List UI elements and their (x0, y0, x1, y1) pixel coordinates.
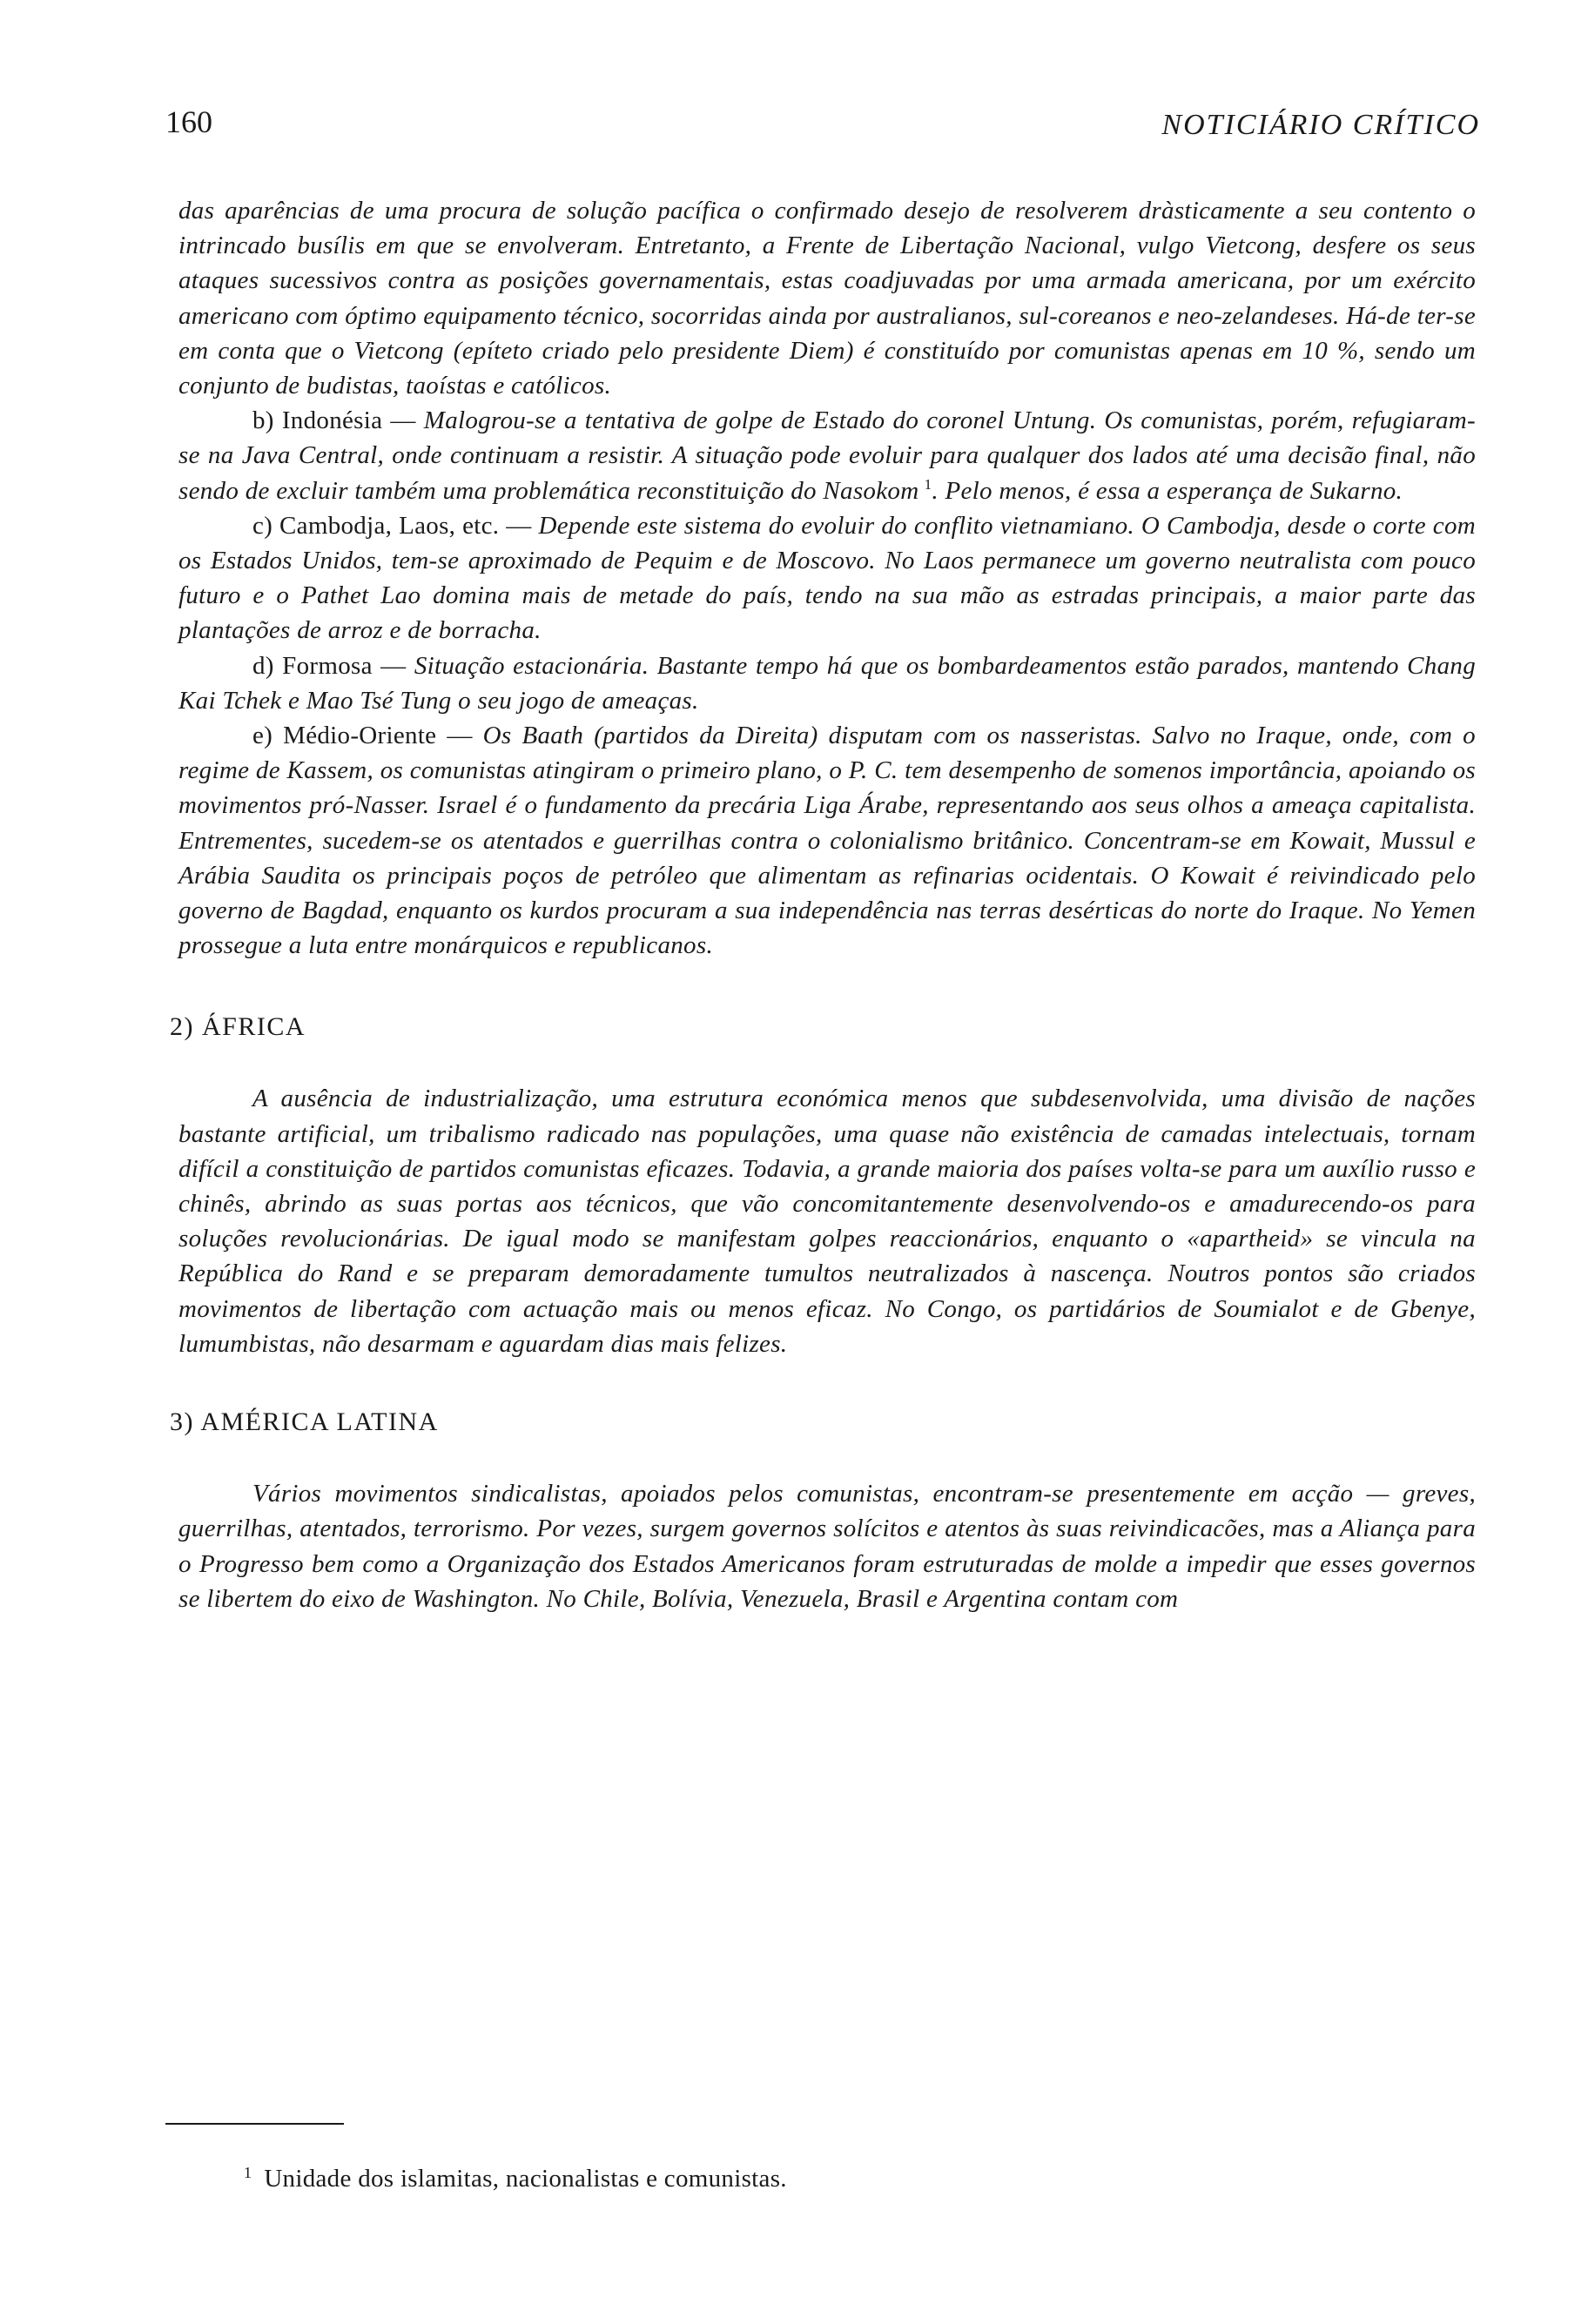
item-formosa-lead: d) Formosa — (252, 651, 414, 680)
item-indonesia-text-end: . Pelo menos, é essa a esperança de Sukarno. (932, 476, 1403, 505)
item-indonesia (178, 403, 1476, 508)
africa-paragraph: A ausência de industrialização, uma estrutura económica menos que subdesenvolvida, uma divisão de nações bastante artificial, um tribalismo radicado nas populações, uma quase não existência de camadas intelectuais, tornam difícil a constituição de partidos comunistas eficazes. Todavia, a grande maioria dos países volta-se para um auxílio russo e chinês, abrindo as suas portas aos técnicos, que vão concomitantemente desenvolvendo-os e amadurecendo-os para soluções revolucionárias. De igual modo se manifestam golpes reaccionários, enquanto o «apartheid» se vincula na República do Rand e se preparam demoradamente tumultos neutralizados à nascença. Noutros pontos são criados movimentos de libertação com actuação mais ou menos eficaz. No Congo, os partidários de Soumialot e de Gbenye, lumumbistas, não desarmam e aguardam dias mais felizes. (178, 1085, 1476, 1358)
section-heading-latin-america: 3) AMÉRICA LATINA (170, 1407, 439, 1437)
item-medio-oriente (178, 718, 1476, 963)
item-indonesia-text: Malogrou-se a tentativa de golpe de Estado do coronel Untung. Os comunistas, porém, refugiaram-se na Java Central, onde continuam a resistir. A situação pode evoluir para qualquer dos lados até uma decisão final, não sendo de excluir também uma problemática reconstituição do Nasokom (178, 406, 1477, 505)
footnote-divider (165, 2123, 344, 2125)
page-number: 160 (165, 104, 212, 139)
item-cambodja-laos (178, 508, 1476, 648)
running-head (165, 103, 1480, 155)
item-formosa-text: Situação estacionária. Bastante tempo há que os bombardeamentos estão parados, mantendo Chang Kai Tchek e Mao Tsé Tung o seu jogo de ameaças. (178, 651, 1476, 715)
footnote-text: Unidade dos islamitas, nacionalistas e comunistas. (264, 2165, 787, 2193)
running-title: NOTICIÁRIO CRÍTICO (1161, 109, 1480, 141)
item-indonesia-lead: b) Indonésia — (252, 406, 424, 435)
item-medio-oriente-text: Os Baath (partidos da Direita) disputam com os nasseristas. Salvo no Iraque, onde, com o regime de Kassem, os comunistas atingiram o primeiro plano, o P. C. tem desempenho de somenos importância, apoiando os movimentos pró-Nasser. Israel é o fundamento da precária Liga Árabe, representando aos seus olhos a ameaça capitalista. Entrementes, sucedem-se os atentados e guerrilhas contra o colonialismo britânico. Concentram-se em Kowait, Mussul e Arábia Saudita os principais poços de petróleo que alimentam as refinarias ocidentais. O Kowait é reivindicado pelo governo de Bagdad, enquanto os kurdos procuram a sua independência nas terras desérticas do norte do Iraque. No Yemen prossegue a luta entre monárquicos e republicanos. (178, 722, 1476, 960)
footnote-reference: 1 (924, 475, 932, 493)
item-medio-oriente-lead: e) Médio-Oriente — (252, 722, 483, 750)
footnote-mark: 1 (244, 2164, 252, 2181)
section-heading-africa: 2) ÁFRICA (170, 1012, 306, 1042)
footnote (244, 2155, 787, 2196)
latin-america-paragraph: Vários movimentos sindicalistas, apoiados pelos comunistas, encontram-se presentemente em acção — greves, guerrilhas, atentados, terrorismo. Por vezes, surgem governos solícitos e atentos às suas reivindicacões, mas a Aliança para o Progresso bem como a Organização dos Estados Americanos foram estruturadas de molde a impedir que esses governos se libertem do eixo de Washington. No Chile, Bolívia, Venezuela, Brasil e Argentina contam com (178, 1480, 1476, 1613)
body-text (170, 193, 1477, 1616)
item-cambodja-laos-text: Depende este sistema do evoluir do conflito vietnamiano. O Cambodja, desde o corte com os Estados Unidos, tem-se aproximado de Pequim e de Moscovo. No Laos permanece um governo neutralista com pouco futuro e o Pathet Lao domina mais de metade do país, tendo na sua mão as estradas principais, a maior parte das plantações de arroz e de borracha. (178, 511, 1476, 645)
item-formosa (178, 648, 1476, 718)
item-cambodja-laos-lead: c) Cambodja, Laos, etc. — (252, 511, 539, 540)
asia-intro-paragraph: das aparências de uma procura de solução pacífica o confirmado desejo de resolverem dràsticamente a seu contento o intrincado busílis em que se envolveram. Entretanto, a Frente de Libertação Nacional, vulgo Vietcong, desfere os seus ataques sucessivos contra as posições governamentais, estas coadjuvadas por uma armada americana, por um exército americano com óptimo equipamento técnico, socorridas ainda por australianos, sul-coreanos e neo-zelandeses. Há-de ter-se em conta que o Vietcong (epíteto criado pelo presidente Diem) é constituído por comunistas apenas em 10 %, sendo um conjunto de budistas, taoístas e católicos. (178, 197, 1476, 400)
